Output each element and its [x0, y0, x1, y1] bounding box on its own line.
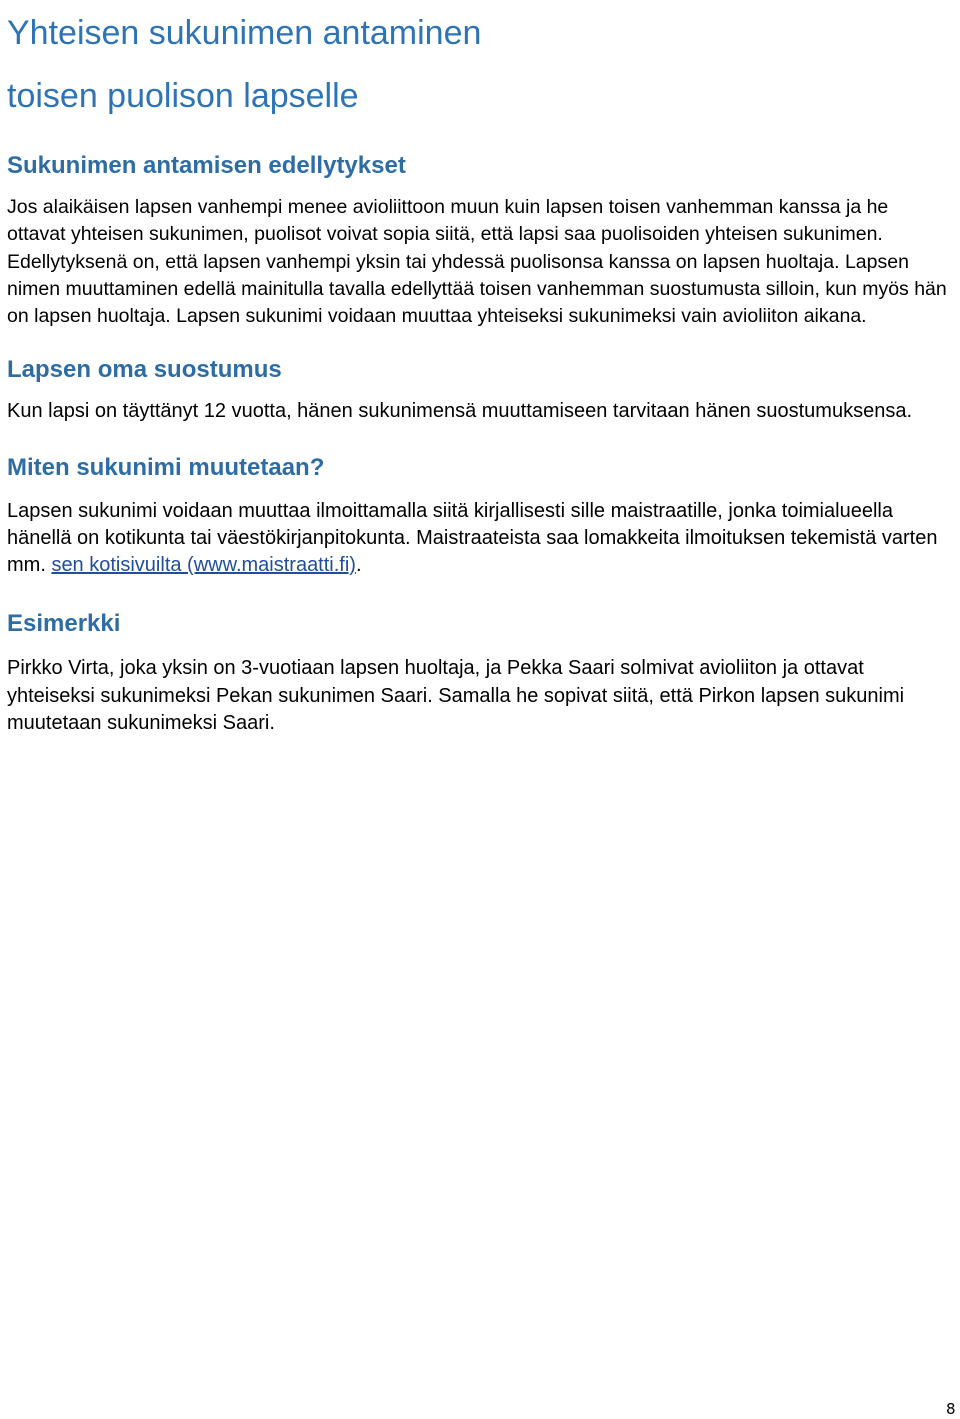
section-text-miten: [7, 498, 952, 580]
document-page: [7, 0, 952, 737]
section-text-edellytykset: Jos alaikäisen lapsen vanhempi menee avioliittoon muun kuin lapsen toisen vanhemman kanssa ja he ottavat yhteisen sukunimen, puolisot voivat sopia siitä, että lapsi saa puolisoiden yhteisen sukunimen. Edellytyksenä on, että lapsen vanhempi yksin tai yhdessä puolisonsa kanssa on lapsen huoltaja. Lapsen nimen muuttaminen edellä mainitulla tavalla edellyttää toisen vanhemman suostumusta silloin, kun myös hän on lapsen huoltaja. Lapsen sukunimi voidaan muuttaa yhteiseksi sukunimeksi vain avioliiton aikana.: [7, 196, 947, 328]
section-heading-miten: Miten sukunimi muutetaan?: [7, 453, 325, 481]
section-text-esimerkki: Pirkko Virta, joka yksin on 3-vuotiaan lapsen huoltaja, ja Pekka Saari solmivat avioliiton ja ottavat yhteiseksi sukunimeksi Pekan sukunimen Saari. Samalla he sopivat siitä, että Pirkon lapsen sukunimi muutetaan sukunimeksi Saari.: [7, 657, 905, 734]
page-number: 8: [946, 1400, 956, 1418]
section-text-suostumus: Kun lapsi on täyttänyt 12 vuotta, hänen sukunimensä muuttamiseen tarvitaan hänen suostumuksensa.: [7, 400, 912, 423]
section-heading-esimerkki: Esimerkki: [7, 610, 121, 638]
page-title: [7, 0, 952, 128]
page-title-line-2: toisen puolison lapselle: [7, 77, 359, 115]
section-heading-suostumus: Lapsen oma suostumus: [7, 356, 282, 384]
page-title-line-1: Yhteisen sukunimen antaminen: [7, 14, 482, 52]
maistraatti-website-link[interactable]: sen kotisivuilta (www.maistraatti.fi): [51, 554, 356, 577]
section-text-miten-end: .: [355, 554, 362, 577]
section-text-miten-body: Lapsen sukunimi voidaan muuttaa ilmoittamalla siitä kirjallisesti sille maistraatille, jonka toimialueella hänellä on kotikunta tai väestökirjanpitokunta. Maistraateista saa lomakkeita ilmoituksen tekemistä varten mm.: [7, 499, 938, 577]
section-heading-edellytykset: Sukunimen antamisen edellytykset: [7, 152, 406, 179]
